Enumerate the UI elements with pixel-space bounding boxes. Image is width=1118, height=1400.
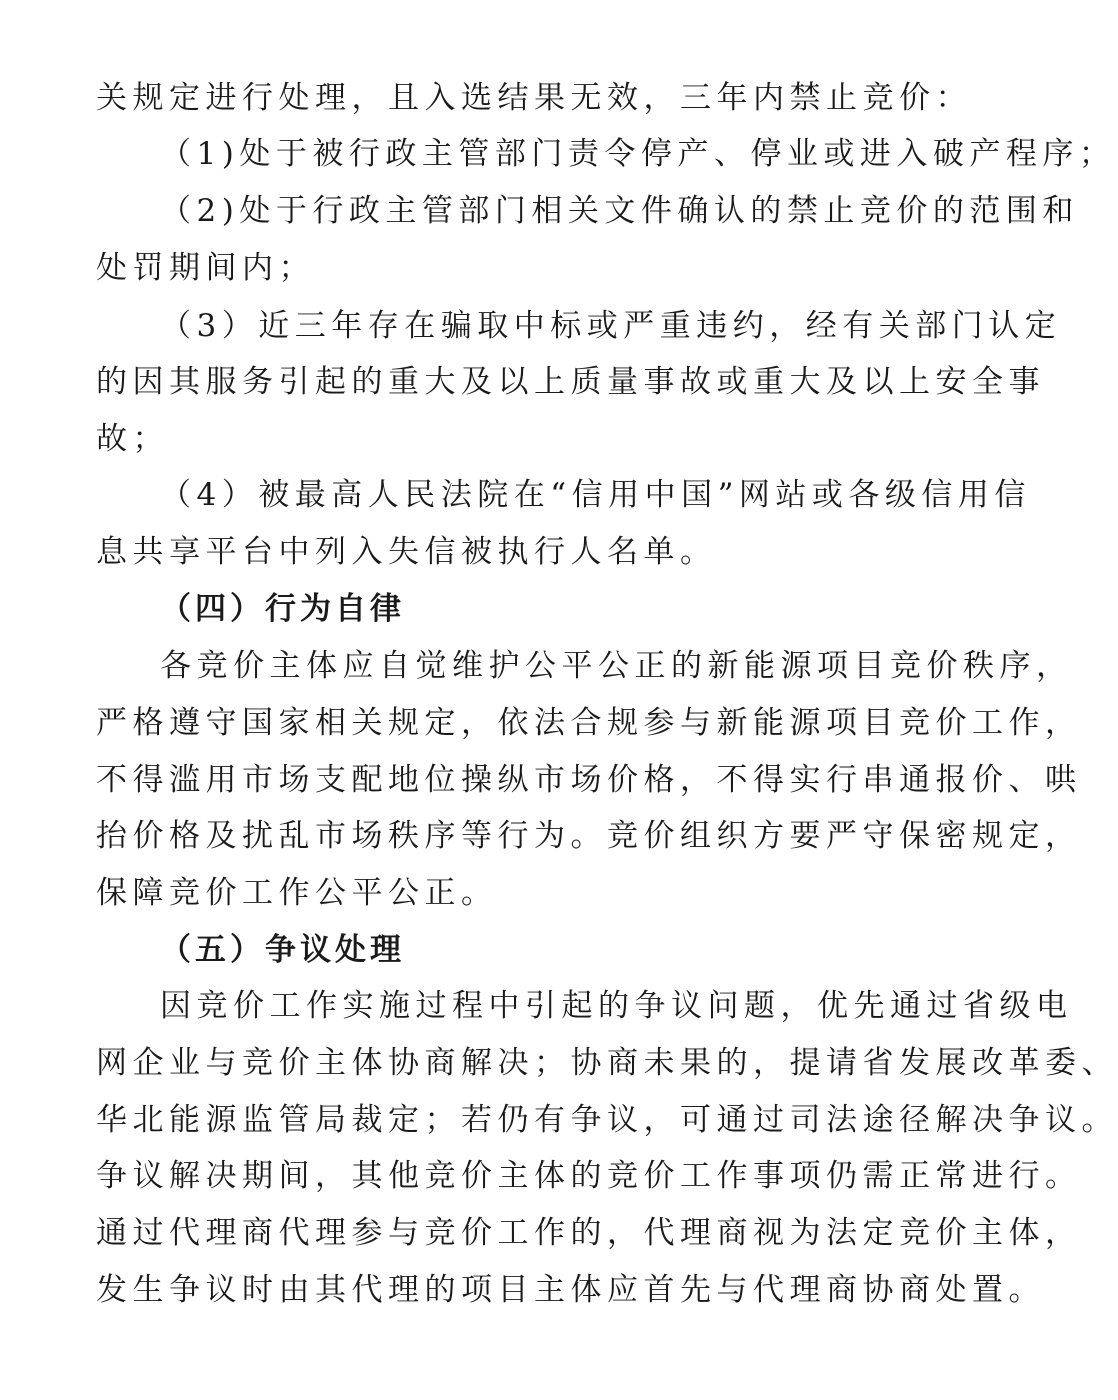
- list-item-2: （2)处于行政主管部门相关文件确认的禁止竞价的范围和: [160, 193, 1079, 229]
- paragraph-line: 各竞价主体应自觉维护公平公正的新能源项目竞价秩序，: [160, 648, 1073, 684]
- list-item-3-continuation: 的因其服务引起的重大及以上质量事故或重大及以上安全事: [96, 364, 1045, 400]
- paragraph-line: 因竞价工作实施过程中引起的争议问题，优先通过省级电: [160, 988, 1073, 1024]
- section-heading-dispute: （五）争议处理: [160, 932, 405, 968]
- paragraph-line: 抬价格及扰乱市场秩序等行为。竞价组织方要严守保密规定，: [96, 818, 1082, 854]
- list-item-1: （1)处于被行政主管部门责令停产、停业或进入破产程序；: [160, 136, 1116, 172]
- section-heading-conduct: （四）行为自律: [160, 591, 405, 627]
- paragraph-line: 通过代理商代理参与竞价工作的，代理商视为法定竞价主体，: [96, 1215, 1082, 1251]
- list-item-3-continuation: 故；: [96, 421, 169, 457]
- paragraph-line: 保障竞价工作公平公正。: [96, 875, 498, 911]
- paragraph-line: 网企业与竞价主体协商解决；协商未果的，提请省发展改革委、: [96, 1045, 1118, 1081]
- paragraph-line: 不得滥用市场支配地位操纵市场价格，不得实行串通报价、哄: [96, 762, 1082, 798]
- list-item-4-continuation: 息共享平台中列入失信被执行人名单。: [96, 534, 717, 570]
- paragraph-line: 关规定进行处理，且入选结果无效，三年内禁止竞价：: [96, 80, 972, 116]
- paragraph-line: 争议解决期间，其他竞价主体的竞价工作事项仍需正常进行。: [96, 1158, 1082, 1194]
- list-item-3: （3）近三年存在骗取中标或严重违约，经有关部门认定: [160, 308, 1062, 344]
- paragraph-line: 华北能源监管局裁定；若仍有争议，可通过司法途径解决争议。: [96, 1102, 1118, 1138]
- list-item-2-continuation: 处罚期间内；: [96, 250, 315, 286]
- paragraph-line: 严格遵守国家相关规定，依法合规参与新能源项目竞价工作，: [96, 705, 1082, 741]
- list-item-4: （4）被最高人民法院在“信用中国”网站或各级信用信: [160, 477, 1031, 513]
- paragraph-line: 发生争议时由其代理的项目主体应首先与代理商协商处置。: [96, 1272, 1045, 1308]
